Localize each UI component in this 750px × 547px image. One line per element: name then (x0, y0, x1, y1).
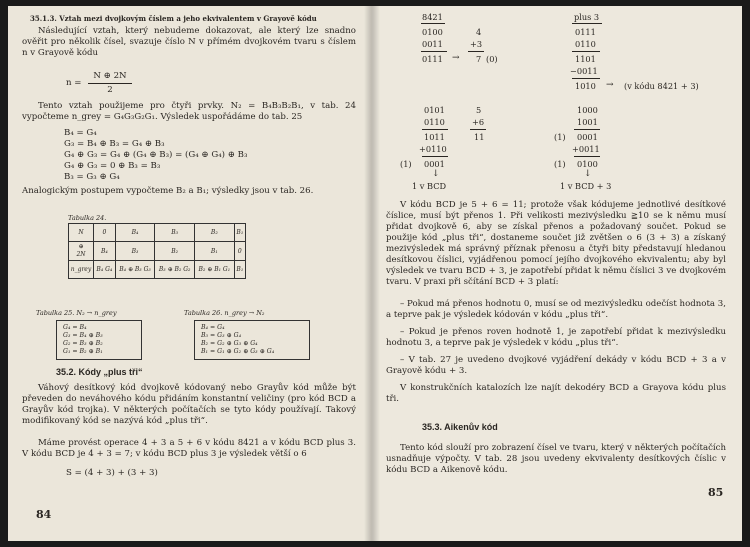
page-number-left: 84 (36, 508, 52, 521)
page-number-right: 85 (708, 486, 724, 499)
binary-value: 0011 (422, 39, 443, 49)
sum-line (572, 51, 600, 52)
code-header-plus3: plus 3 (574, 12, 600, 22)
table-cell: 0 (94, 224, 116, 242)
binary-value: +0110 (419, 144, 447, 154)
table-25-caption: Tabulka 25. N₂ → n_grey (36, 309, 117, 317)
sum-line (468, 51, 484, 52)
table-25-line: G₄ = B₄ (63, 324, 87, 331)
table-cell: B₄ G₄ (94, 261, 116, 279)
table-cell: B₄ (115, 224, 155, 242)
table-cell: B₄ ⊕ B₃ G₃ (115, 261, 155, 279)
arrow-down-icon: ↓ (432, 169, 440, 179)
arrow-right-icon: → (606, 80, 614, 90)
equation-line: G₃ = B₄ ⊕ B₃ = G₄ ⊕ B₃ (64, 139, 165, 149)
equation-line: G₄ ⊕ G₃ = 0 ⊕ B₃ = B₃ (64, 161, 161, 171)
paragraph-aiken-code: Tento kód slouží pro zobrazení čísel ve tvaru, který v některých počítačích usnadňuje výpočty. V tab. 28 jsou uvedeny ekvivalenty desítkových číslic v kódu BCD a Aikenově kódu. (386, 443, 726, 475)
table-25-line: G₁ = B₂ ⊕ B₁ (63, 348, 103, 355)
header-underline (572, 23, 602, 24)
arrow-down-icon: ↓ (584, 169, 592, 179)
binary-value: 1010 (575, 81, 596, 91)
table-row (69, 242, 246, 261)
label-2n: 2N (76, 251, 86, 258)
table-cell: n_grey (69, 261, 94, 279)
formula-denominator: 2 (107, 85, 113, 95)
result-label: 1 v BCD (412, 181, 447, 191)
binary-value: 0100 (422, 27, 443, 37)
table-25-line: G₂ = B₃ ⊕ B₂ (63, 340, 103, 347)
table-25-line: G₃ = B₄ ⊕ B₃ (63, 332, 103, 339)
paragraph-weighted-code: Váhový desítkový kód dvojkově kódovaný nebo Grayův kód může být převeden do neváhového kódu přidáním konstantní veličiny (pro kód BCD a Grayův kód trojka). V některých počítačích se tyto kódy používají. Takový modifikovaný kód se nazývá kód „plus tři“. (22, 383, 356, 426)
table-24-caption: Tabulka 24. (68, 214, 107, 222)
table-cell: B₁ (195, 242, 235, 261)
binary-result: 0100 (577, 159, 598, 169)
binary-value: 0110 (575, 39, 596, 49)
binary-value: +0011 (572, 144, 600, 154)
binary-value: 0110 (424, 117, 445, 127)
sum-line (574, 129, 600, 130)
code-header-8421: 8421 (422, 12, 443, 22)
binary-value: 1000 (577, 105, 598, 115)
table-cell: B₂ ⊕ B₁ G₁ (195, 261, 235, 279)
paragraph-analogous: Analogickým postupem vypočteme B₂ a B₁; výsledky jsou v tab. 26. (22, 186, 314, 196)
carry-value: (1) (554, 132, 566, 142)
sum-line (470, 129, 486, 130)
bullet-carry-zero: – Pokud má přenos hodnotu 0, musí se od mezivýsledku odečíst hodnota 3, a teprve pak je výsledek kódován v kódu „plus tři“. (386, 299, 726, 320)
table-cell: B₃ (155, 224, 195, 242)
sum-line (421, 51, 447, 52)
binary-value: 0111 (575, 27, 596, 37)
binary-value: −0011 (570, 66, 598, 76)
decimal-value: 11 (474, 132, 485, 142)
sum-line (574, 156, 600, 157)
paragraph-intro: Následující vztah, který nebudeme dokazovat, ale který lze snadno ověřit pro několik čísel, svazuje číslo N v přímém dvojkovém tvaru s číslem n v Grayově kódu (22, 26, 356, 58)
xor-symbol: ⊕ (78, 243, 84, 250)
bullet-carry-one: – Pokud je přenos roven hodnotě 1, je zapotřebí přidat k mezivýsledku hodnotu 3, a teprve pak je výsledek v kódu „plus tři“. (386, 327, 726, 348)
fraction-bar (88, 83, 132, 84)
carry-value: (1) (554, 159, 566, 169)
sum-line (422, 156, 448, 157)
paragraph-bcd-explanation: V kódu BCD je 5 + 6 = 11; protože však kódujeme jednotlivé desítkové číslice, musí být přenos 1. Při velikosti mezivýsledku ≧10 se k němu musí přidat dvojkově 6, aby se získal přenos a požadovaný součet. Pokud se použije kód „plus tři“, dostaneme součet již zvětšen o 6 (3 + 3) a získaný mezivýsledek má správný příznak přenosu a čtyři bity představují hledanou desítkovou číslici, vyjádřenou pomocí jejího dvojkového ekvivalentu; aby byl výsledek ve tvaru BCD + 3, je zapotřebí přidat k němu číslici 3 ve dvojkovém tvaru. V praxi při sčítání BCD + 3 platí: (386, 200, 726, 287)
section-title-plus-three: 35.2. Kódy „plus tři“ (56, 367, 143, 377)
binary-value: 1101 (575, 54, 596, 64)
table-cell: B₁ (234, 261, 245, 279)
table-26-line: B₁ = G₁ ⊕ G₂ ⊕ G₃ ⊕ G₄ (201, 348, 275, 355)
table-cell: B₄ (94, 242, 116, 261)
right-page (372, 6, 742, 541)
formula-numerator: N ⊕ 2N (93, 71, 127, 81)
table-cell: 0 (234, 242, 245, 261)
table-25-box (56, 320, 142, 360)
table-row (69, 261, 246, 279)
sum-line (572, 78, 600, 79)
table-26-line: B₂ = G₂ ⊕ G₃ ⊕ G₄ (201, 340, 258, 347)
result-label: 1 v BCD + 3 (560, 181, 612, 191)
table-24 (68, 223, 246, 279)
paragraph-decoders: V konstrukčních katalozích lze najít dekodéry BCD a Grayova kódu plus tři. (386, 383, 726, 404)
binary-value: 0001 (577, 132, 598, 142)
left-page (8, 6, 372, 541)
running-header: 35.1.3. Vztah mezi dvojkovým číslem a jeho ekvivalentem v Grayově kódu (30, 14, 317, 23)
binary-value: 0101 (424, 105, 445, 115)
formula-sum: S = (4 + 3) + (3 + 3) (66, 468, 158, 478)
binary-value: 1011 (424, 132, 445, 142)
header-underline (421, 23, 445, 24)
binary-value: 0111 (422, 54, 443, 64)
decimal-value: 7 (476, 54, 482, 64)
table-cell: B₃ (115, 242, 155, 261)
table-cell (69, 242, 94, 261)
arrow-right-icon: → (452, 53, 460, 63)
table-26-line: B₄ = G₄ (201, 324, 225, 331)
decimal-value: 4 (476, 27, 482, 37)
paragraph-operations: Máme provést operace 4 + 3 a 5 + 6 v kódu 8421 a v kódu BCD plus 3. V kódu BCD je 4 + 3 = 7; v kódu BCD plus 3 je výsledek větší o 6 (22, 438, 356, 459)
section-title-aiken: 35.3. Aikenův kód (422, 422, 498, 432)
decimal-value: +6 (472, 117, 485, 127)
table-cell: B₃ ⊕ B₂ G₂ (155, 261, 195, 279)
table-cell: B₂ (155, 242, 195, 261)
carry-value: (1) (400, 159, 412, 169)
sum-line (422, 129, 448, 130)
table-cell: B₁ (234, 224, 245, 242)
equation-line: B₄ = G₄ (64, 128, 97, 138)
binary-value: 1001 (577, 117, 598, 127)
table-26-line: B₃ = G₃ ⊕ G₄ (201, 332, 242, 339)
equation-line: B₃ = G₃ ⊕ G₄ (64, 172, 120, 182)
table-26-box (194, 320, 310, 360)
table-cell: N (69, 224, 94, 242)
table-row (69, 224, 246, 242)
code-note: (v kódu 8421 + 3) (624, 81, 699, 91)
binary-result: 0001 (424, 159, 445, 169)
formula-lhs: n = (66, 78, 82, 88)
equation-line: G₄ ⊕ G₃ = G₄ ⊕ (G₄ ⊕ B₃) = (G₄ ⊕ G₄) ⊕ B₃ (64, 150, 248, 160)
table-cell: B₂ (195, 224, 235, 242)
paragraph-four-elements: Tento vztah použijeme pro čtyři prvky. N₂ = B₄B₃B₂B₁, v tab. 24 vypočteme n_grey = G₄G₃G₂G₁. Výsledek uspořádáme do tab. 25 (22, 101, 356, 122)
table-26-caption: Tabulka 26. n_grey → N₂ (184, 309, 265, 317)
decimal-value: 5 (476, 105, 482, 115)
carry-value: (0) (486, 54, 498, 64)
bullet-table-27: – V tab. 27 je uvedeno dvojkové vyjádření dekády v kódu BCD + 3 a v Grayově kódu + 3. (386, 355, 726, 376)
decimal-value: +3 (470, 39, 483, 49)
